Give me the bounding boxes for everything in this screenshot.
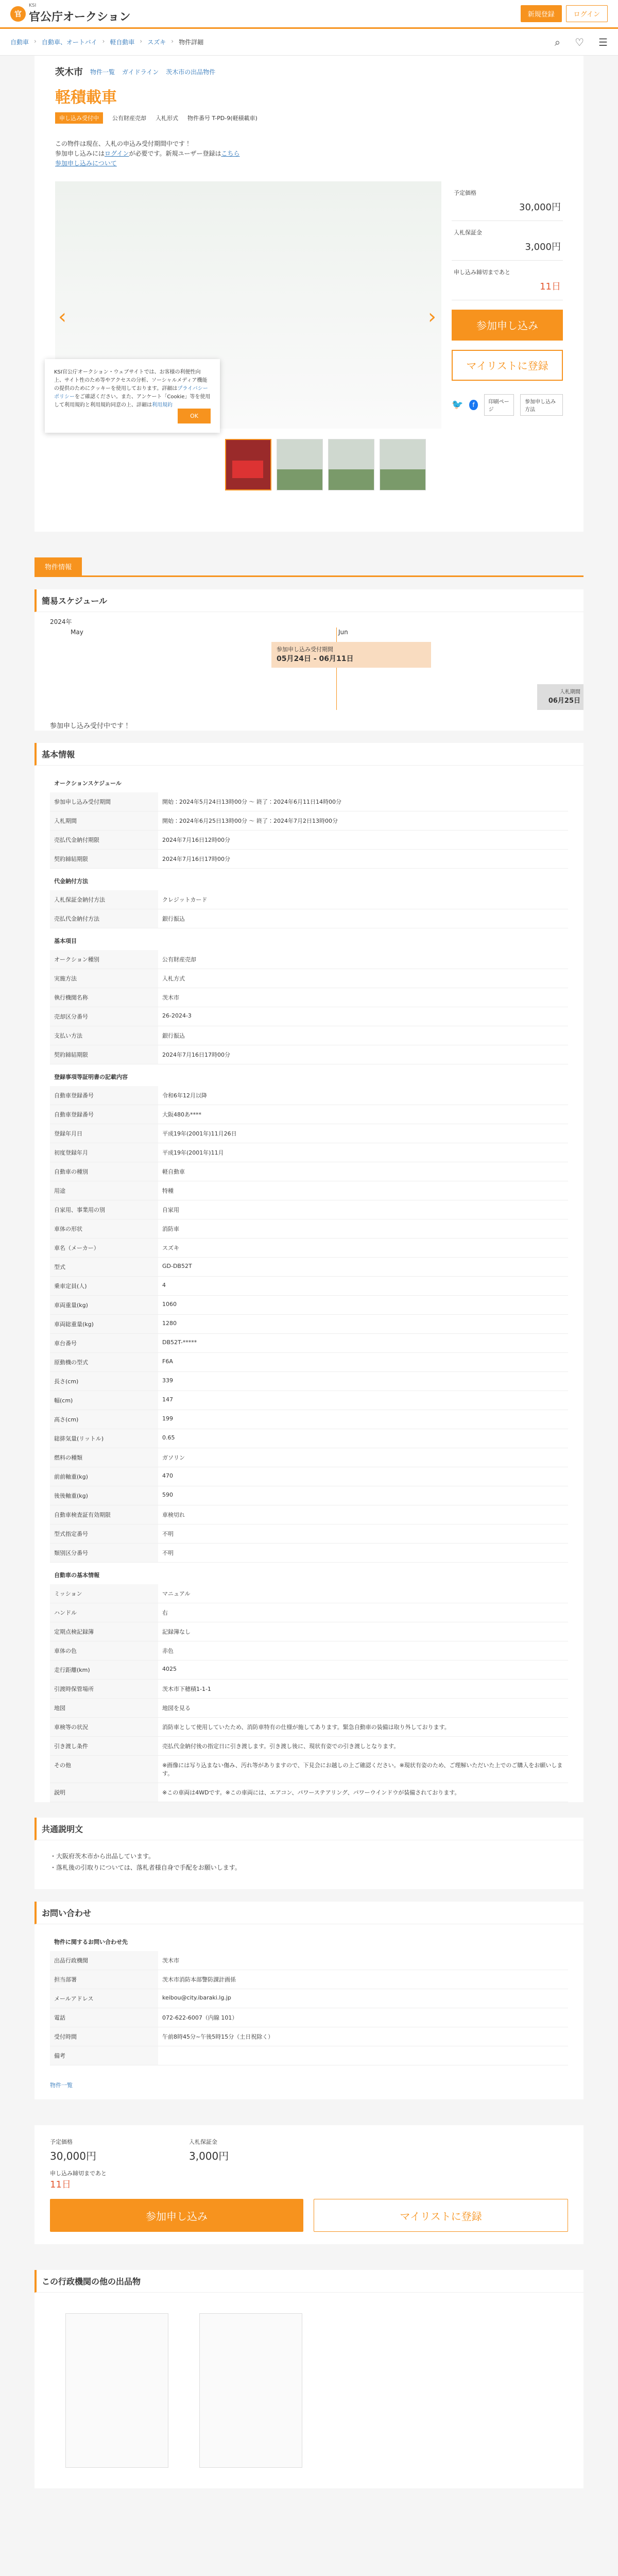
row-value: クレジットカード	[158, 890, 568, 909]
notice-text: が必要です。新規ユーザー登録は	[129, 150, 221, 158]
title-link[interactable]: 物件一覧	[90, 68, 115, 76]
mylist-button[interactable]: マイリストに登録	[314, 2199, 568, 2232]
row-value: 開始：2024年6月25日13時00分 ～ 終了：2024年7月2日13時00分	[158, 811, 568, 830]
timeline-year: 2024年	[50, 618, 72, 625]
contact-table	[50, 1929, 568, 2065]
row-value: ※画像には写り込まない傷み、汚れ等がありますので、下見会にお越しの上ご確認ください。※現状有姿のため、ご理解いただいた上でのご購入をお願いします。	[158, 1755, 568, 1783]
basic-info-table	[50, 771, 568, 1802]
table-row	[50, 1181, 568, 1200]
timeline-month: May	[71, 628, 83, 636]
row-label: 実施方法	[50, 969, 158, 988]
title-link[interactable]: 茨木市の出品物件	[166, 68, 216, 76]
row-value: 公有財産売却	[158, 950, 568, 969]
row-value: 銀行振込	[158, 909, 568, 928]
row-value: 茨木市下穂積1-1-1	[158, 1679, 568, 1698]
row-label: 用途	[50, 1181, 158, 1200]
schedule-section	[35, 589, 583, 731]
thumbnail[interactable]	[328, 439, 374, 490]
municipality: 茨木市	[55, 67, 83, 78]
row-label: 引渡時保管場所	[50, 1679, 158, 1698]
register-button[interactable]: 新規登録	[521, 5, 562, 22]
row-label: ハンドル	[50, 1603, 158, 1622]
row-value: 入札方式	[158, 969, 568, 988]
row-label: 原動機の型式	[50, 1352, 158, 1371]
notice	[55, 139, 563, 169]
common-line: ・大阪府茨木市から出品しています。	[50, 1852, 155, 1860]
table-row	[50, 2046, 568, 2065]
table-row	[50, 1641, 568, 1660]
row-label: 長さ(cm)	[50, 1371, 158, 1391]
heart-icon[interactable]: ♡	[575, 36, 585, 48]
table-row	[50, 1717, 568, 1736]
row-label: 車体の形状	[50, 1219, 158, 1238]
section-heading: お問い合わせ	[35, 1902, 583, 1924]
row-value: 147	[158, 1391, 568, 1410]
deadline-label: 申し込み締切まであと	[50, 2170, 107, 2177]
register-link[interactable]: こちら	[221, 150, 240, 158]
table-row	[50, 1200, 568, 1219]
row-value: F6A	[158, 1352, 568, 1371]
table-group-row	[50, 771, 568, 792]
bid-period-bar	[537, 684, 583, 710]
deadline-value: 11日	[50, 2179, 71, 2191]
row-value: 午前8時45分~午後5時15分（土日祝除く）	[158, 2027, 568, 2046]
group-label: 代金納付方法	[50, 868, 568, 890]
row-label: ミッション	[50, 1584, 158, 1603]
row-value: マニュアル	[158, 1584, 568, 1603]
mylist-button[interactable]: マイリストに登録	[452, 350, 563, 381]
table-row	[50, 1543, 568, 1562]
table-row	[50, 1603, 568, 1622]
row-label: 地図	[50, 1698, 158, 1717]
contact-section	[35, 1902, 583, 2099]
row-label: 備考	[50, 2046, 158, 2065]
table-group-row	[50, 1064, 568, 1086]
row-value: 470	[158, 1467, 568, 1486]
row-value: 4025	[158, 1660, 568, 1679]
common-line: ・落札後の引取りについては、落札者様自身で手配をお願いします。	[50, 1864, 241, 1872]
table-row	[50, 890, 568, 909]
row-value: 平成19年(2001年)11月	[158, 1143, 568, 1162]
row-label: 契約締結期限	[50, 1045, 158, 1064]
breadcrumb-current: 物件詳細	[179, 39, 204, 46]
row-label: 自動車登録番号	[50, 1105, 158, 1124]
table-row	[50, 1524, 568, 1543]
title-link[interactable]: ガイドライン	[122, 68, 159, 76]
item-card[interactable]	[65, 2313, 168, 2468]
row-label: オークション種別	[50, 950, 158, 969]
deposit-value: 3,000円	[188, 2150, 229, 2163]
bar-label: 入札期間	[560, 689, 580, 695]
status-badge: 申し込み受付中	[55, 112, 103, 124]
table-row	[50, 1970, 568, 1989]
row-label: 自動車登録番号	[50, 1086, 158, 1105]
title-area	[35, 56, 583, 181]
row-value: 開始：2024年5月24日13時00分 ～ 終了：2024年6月11日14時00分	[158, 792, 568, 811]
row-value: GD-DB52T	[158, 1257, 568, 1276]
price-value: 30,000円	[519, 201, 561, 213]
table-row	[50, 969, 568, 988]
row-label: 入札期間	[50, 811, 158, 830]
row-value: 地図を見る	[158, 1698, 568, 1717]
row-label: 定期点検記録簿	[50, 1622, 158, 1641]
table-row	[50, 1371, 568, 1391]
thumbnail[interactable]	[380, 439, 426, 490]
group-label: 登録事項等証明書の記載内容	[50, 1064, 568, 1086]
table-row	[50, 1257, 568, 1276]
row-label: 売払代金納付期限	[50, 830, 158, 849]
howto-button[interactable]: 参加申し込み方法	[520, 394, 563, 416]
row-value: 茨木市消防本部警防課計画係	[158, 1970, 568, 1989]
table-row	[50, 1143, 568, 1162]
table-row	[50, 849, 568, 868]
price-label: 予定価格	[454, 189, 476, 196]
print-button[interactable]: 印刷ページ	[484, 394, 514, 416]
row-value: 軽自動車	[158, 1162, 568, 1181]
common-section	[35, 1818, 583, 1890]
table-row	[50, 1086, 568, 1105]
row-value: DB52T-*****	[158, 1333, 568, 1352]
row-value: 赤色	[158, 1641, 568, 1660]
row-label: 前前軸重(kg)	[50, 1467, 158, 1486]
row-label: 車両重量(kg)	[50, 1295, 158, 1314]
table-row	[50, 1391, 568, 1410]
row-label: 電話	[50, 2008, 158, 2027]
row-value: 茨木市	[158, 988, 568, 1007]
breadcrumb-item[interactable]: 自動車、オートバイ	[41, 39, 97, 46]
cookie-text: をご確認ください。また、アンケート「Cookie」等を使用して利用規約と利用規約同意の上、詳細は	[54, 394, 211, 408]
table-row	[50, 909, 568, 928]
table-row	[50, 830, 568, 849]
table-row	[50, 988, 568, 1007]
table-row	[50, 1333, 568, 1352]
participation-link[interactable]: 参加申し込みについて	[55, 160, 117, 167]
logo[interactable]	[10, 4, 131, 24]
table-row	[50, 1505, 568, 1524]
breadcrumb-item[interactable]: 自動車	[10, 39, 29, 46]
row-value: 0.65	[158, 1429, 568, 1448]
main-container	[35, 56, 583, 2488]
notice-line: この物件は現在、入札の申込み受付期間中です！	[55, 140, 192, 147]
tag: 公有財産売却	[112, 115, 146, 122]
row-value: 339	[158, 1371, 568, 1391]
breadcrumb: 自動車 › 自動車、オートバイ › 軽自動車 › スズキ › 物件詳細	[10, 38, 204, 46]
row-value: 大阪480あ****	[158, 1105, 568, 1124]
row-label: 自動車の種別	[50, 1162, 158, 1181]
table-row	[50, 1045, 568, 1064]
table-row	[50, 2027, 568, 2046]
thumbnail-list	[55, 439, 441, 490]
table-row	[50, 1410, 568, 1429]
table-row	[50, 1467, 568, 1486]
table-row	[50, 1584, 568, 1603]
row-label: 総排気量(リットル)	[50, 1429, 158, 1448]
row-label: 参加申し込み受付期間	[50, 792, 158, 811]
row-value: ガソリン	[158, 1448, 568, 1467]
apply-button[interactable]: 参加申し込み	[452, 310, 563, 341]
row-label: 執行機関名称	[50, 988, 158, 1007]
cookie-text: KSI官公庁オークション・ウェブサイトでは、お客様の利便性向上、サイト性のため等やアクセスの分析、ソーシャルメディア機能の提供のためにクッキーを使用しております。詳細は	[54, 369, 208, 392]
table-group-row	[50, 1562, 568, 1584]
table-row	[50, 1124, 568, 1143]
deposit-label: 入札保証金	[188, 2139, 217, 2146]
row-label: 車名（メーカー）	[50, 1238, 158, 1257]
row-label: メールアドレス	[50, 1989, 158, 2008]
next-arrow-icon[interactable]: ›	[428, 304, 436, 329]
row-label: 引き渡し条件	[50, 1736, 158, 1755]
table-row	[50, 1026, 568, 1045]
breadcrumb-item[interactable]: スズキ	[147, 39, 166, 46]
deposit-label: 入札保証金	[454, 229, 482, 236]
table-row	[50, 1448, 568, 1467]
row-value: 平成19年(2001年)11月26日	[158, 1124, 568, 1143]
table-row	[50, 1314, 568, 1333]
row-value: 令和6年12月以降	[158, 1086, 568, 1105]
row-label: 初度登録年月	[50, 1143, 158, 1162]
group-label: 基本項目	[50, 928, 568, 950]
menu-icon[interactable]: ☰	[598, 36, 608, 48]
table-row	[50, 2008, 568, 2027]
row-value: 右	[158, 1603, 568, 1622]
tab-item-info[interactable]: 物件情報	[35, 557, 82, 575]
row-value: 2024年7月16日17時00分	[158, 849, 568, 868]
table-row	[50, 1007, 568, 1026]
row-label: 売却区分番号	[50, 1007, 158, 1026]
table-row	[50, 811, 568, 830]
row-value: 2024年7月16日12時00分	[158, 830, 568, 849]
table-row	[50, 950, 568, 969]
row-value: 車検切れ	[158, 1505, 568, 1524]
side-panel	[452, 181, 563, 511]
login-link[interactable]: ログイン	[105, 150, 129, 158]
row-value: 売払代金納付後の指定日に引き渡します。引き渡し後に、現状有姿での引き渡しとなります。	[158, 1736, 568, 1755]
basic-info-section	[35, 743, 583, 1802]
table-row	[50, 1783, 568, 1802]
row-label: 自家用、事業用の別	[50, 1200, 158, 1219]
breadcrumb-item[interactable]: 軽自動車	[110, 39, 135, 46]
login-button[interactable]: ログイン	[566, 5, 608, 22]
row-label: 型式指定番号	[50, 1524, 158, 1543]
table-row	[50, 1219, 568, 1238]
search-icon[interactable]: ⌕	[554, 36, 561, 48]
group-label: 物件に関するお問い合わせ先	[50, 1929, 568, 1951]
row-value: 2024年7月16日17時00分	[158, 1045, 568, 1064]
facebook-icon[interactable]: f	[469, 400, 477, 410]
row-value: 消防車	[158, 1219, 568, 1238]
schedule-status: 参加申し込み受付中です！	[50, 722, 131, 730]
logo-icon: 官	[10, 6, 26, 22]
table-row	[50, 1429, 568, 1448]
other-items-section	[35, 2270, 583, 2488]
row-value	[158, 2046, 568, 2065]
tag: 物件番号 T-PD-9(軽積載車)	[187, 115, 258, 122]
table-row	[50, 1622, 568, 1641]
deposit-value: 3,000円	[525, 241, 561, 252]
breadcrumb-bar	[0, 29, 618, 56]
table-row	[50, 1486, 568, 1505]
row-label: 入札保証金納付方法	[50, 890, 158, 909]
row-label: 類別区分番号	[50, 1543, 158, 1562]
table-row	[50, 1755, 568, 1783]
twitter-icon[interactable]: 🐦	[452, 399, 464, 411]
tab-bar	[35, 557, 583, 577]
top-header	[0, 0, 618, 29]
row-label: 車台番号	[50, 1333, 158, 1352]
deadline-label: 申し込み締切まであと	[454, 268, 510, 276]
row-label: 走行距離(km)	[50, 1660, 158, 1679]
table-row	[50, 1679, 568, 1698]
row-value: 銀行振込	[158, 1026, 568, 1045]
bottom-action-bar	[35, 2125, 583, 2244]
row-value: 特種	[158, 1181, 568, 1200]
row-value: 1060	[158, 1295, 568, 1314]
table-row	[50, 792, 568, 811]
row-value: keibou@city.ibaraki.lg.jp	[158, 1989, 568, 2008]
thumbnail[interactable]	[277, 439, 323, 490]
row-value: 不明	[158, 1524, 568, 1543]
row-label: 自動車検査証有効期限	[50, 1505, 158, 1524]
table-row	[50, 1238, 568, 1257]
row-label: 契約締結期限	[50, 849, 158, 868]
row-value: 590	[158, 1486, 568, 1505]
row-label: 受付時間	[50, 2027, 158, 2046]
row-value: 不明	[158, 1543, 568, 1562]
row-value: 072-622-6007（内線 101）	[158, 2008, 568, 2027]
logo-text: 官公庁オークション	[29, 10, 131, 24]
bar-dates: 05月24日 - 06月11日	[277, 654, 354, 663]
item-card[interactable]	[199, 2313, 302, 2468]
row-label: 高さ(cm)	[50, 1410, 158, 1429]
row-label: 担当部署	[50, 1970, 158, 1989]
row-value: 記録簿なし	[158, 1622, 568, 1641]
cookie-ok-button[interactable]: OK	[178, 409, 211, 424]
bar-label: 参加申し込み受付期間	[277, 646, 333, 653]
schedule-timeline	[50, 612, 580, 731]
timeline-month: Jun	[338, 628, 348, 636]
row-label: 車両総重量(kg)	[50, 1314, 158, 1333]
row-value: 199	[158, 1410, 568, 1429]
table-row	[50, 1105, 568, 1124]
table-row	[50, 1989, 568, 2008]
table-row	[50, 1736, 568, 1755]
row-value: スズキ	[158, 1238, 568, 1257]
thumbnail[interactable]	[225, 439, 271, 490]
row-label: 説明	[50, 1783, 158, 1802]
table-row	[50, 1951, 568, 1970]
row-label: 支払い方法	[50, 1026, 158, 1045]
apply-button[interactable]: 参加申し込み	[50, 2199, 303, 2232]
row-value: ※この車両は4WDです。※この車両には、エアコン、パワーステアリング、パワーウインドウが装備されております。	[158, 1783, 568, 1802]
image-gallery	[55, 181, 441, 511]
row-label: 出品行政機関	[50, 1951, 158, 1970]
section-heading: 基本情報	[35, 743, 583, 766]
row-label: 後後軸重(kg)	[50, 1486, 158, 1505]
table-row	[50, 1295, 568, 1314]
price-label: 予定価格	[50, 2139, 73, 2146]
main-area	[35, 181, 583, 532]
application-period-bar	[271, 642, 431, 668]
table-row	[50, 1352, 568, 1371]
row-value: 自家用	[158, 1200, 568, 1219]
prev-arrow-icon[interactable]: ‹	[58, 304, 66, 329]
section-heading: この行政機関の他の出品物	[35, 2270, 583, 2293]
page-title: 軽積載車	[55, 89, 117, 107]
today-line	[336, 628, 337, 710]
section-heading: 共通説明文	[35, 1818, 583, 1840]
row-label: 売払代金納付方法	[50, 909, 158, 928]
back-link[interactable]: 物件一覧	[50, 2082, 73, 2089]
bar-dates: 06月25日	[548, 697, 580, 705]
row-value: 茨木市	[158, 1951, 568, 1970]
table-group-row	[50, 1929, 568, 1951]
logo-sub: KSI	[29, 3, 37, 8]
terms-link[interactable]: 利用規約	[152, 402, 173, 408]
table-row	[50, 1660, 568, 1679]
table-row	[50, 1698, 568, 1717]
row-label: 乗車定員(人)	[50, 1276, 158, 1295]
price-value: 30,000円	[50, 2150, 96, 2163]
row-value: 4	[158, 1276, 568, 1295]
row-label: 幅(cm)	[50, 1391, 158, 1410]
tag: 入札形式	[156, 115, 178, 122]
row-label: 登録年月日	[50, 1124, 158, 1143]
row-value: 26-2024-3	[158, 1007, 568, 1026]
row-label: 燃料の種類	[50, 1448, 158, 1467]
row-label: その他	[50, 1755, 158, 1783]
row-label: 車検等の状況	[50, 1717, 158, 1736]
group-label: オークションスケジュール	[50, 771, 568, 792]
row-label: 型式	[50, 1257, 158, 1276]
table-group-row	[50, 868, 568, 890]
table-row	[50, 1276, 568, 1295]
privacy-link[interactable]: プライバシーポリシー	[54, 385, 208, 400]
table-group-row	[50, 928, 568, 950]
row-value: 消防車として使用していたため、消防車特有の仕様が施してあります。緊急自動車の装備は取り外しております。	[158, 1717, 568, 1736]
table-row	[50, 1162, 568, 1181]
cookie-banner	[45, 359, 220, 433]
row-label: 車体の色	[50, 1641, 158, 1660]
section-heading: 簡易スケジュール	[35, 589, 583, 612]
notice-text: 参加申し込みには	[55, 150, 105, 158]
group-label: 自動車の基本情報	[50, 1562, 568, 1584]
deadline-value: 11日	[540, 281, 561, 292]
row-value: 1280	[158, 1314, 568, 1333]
